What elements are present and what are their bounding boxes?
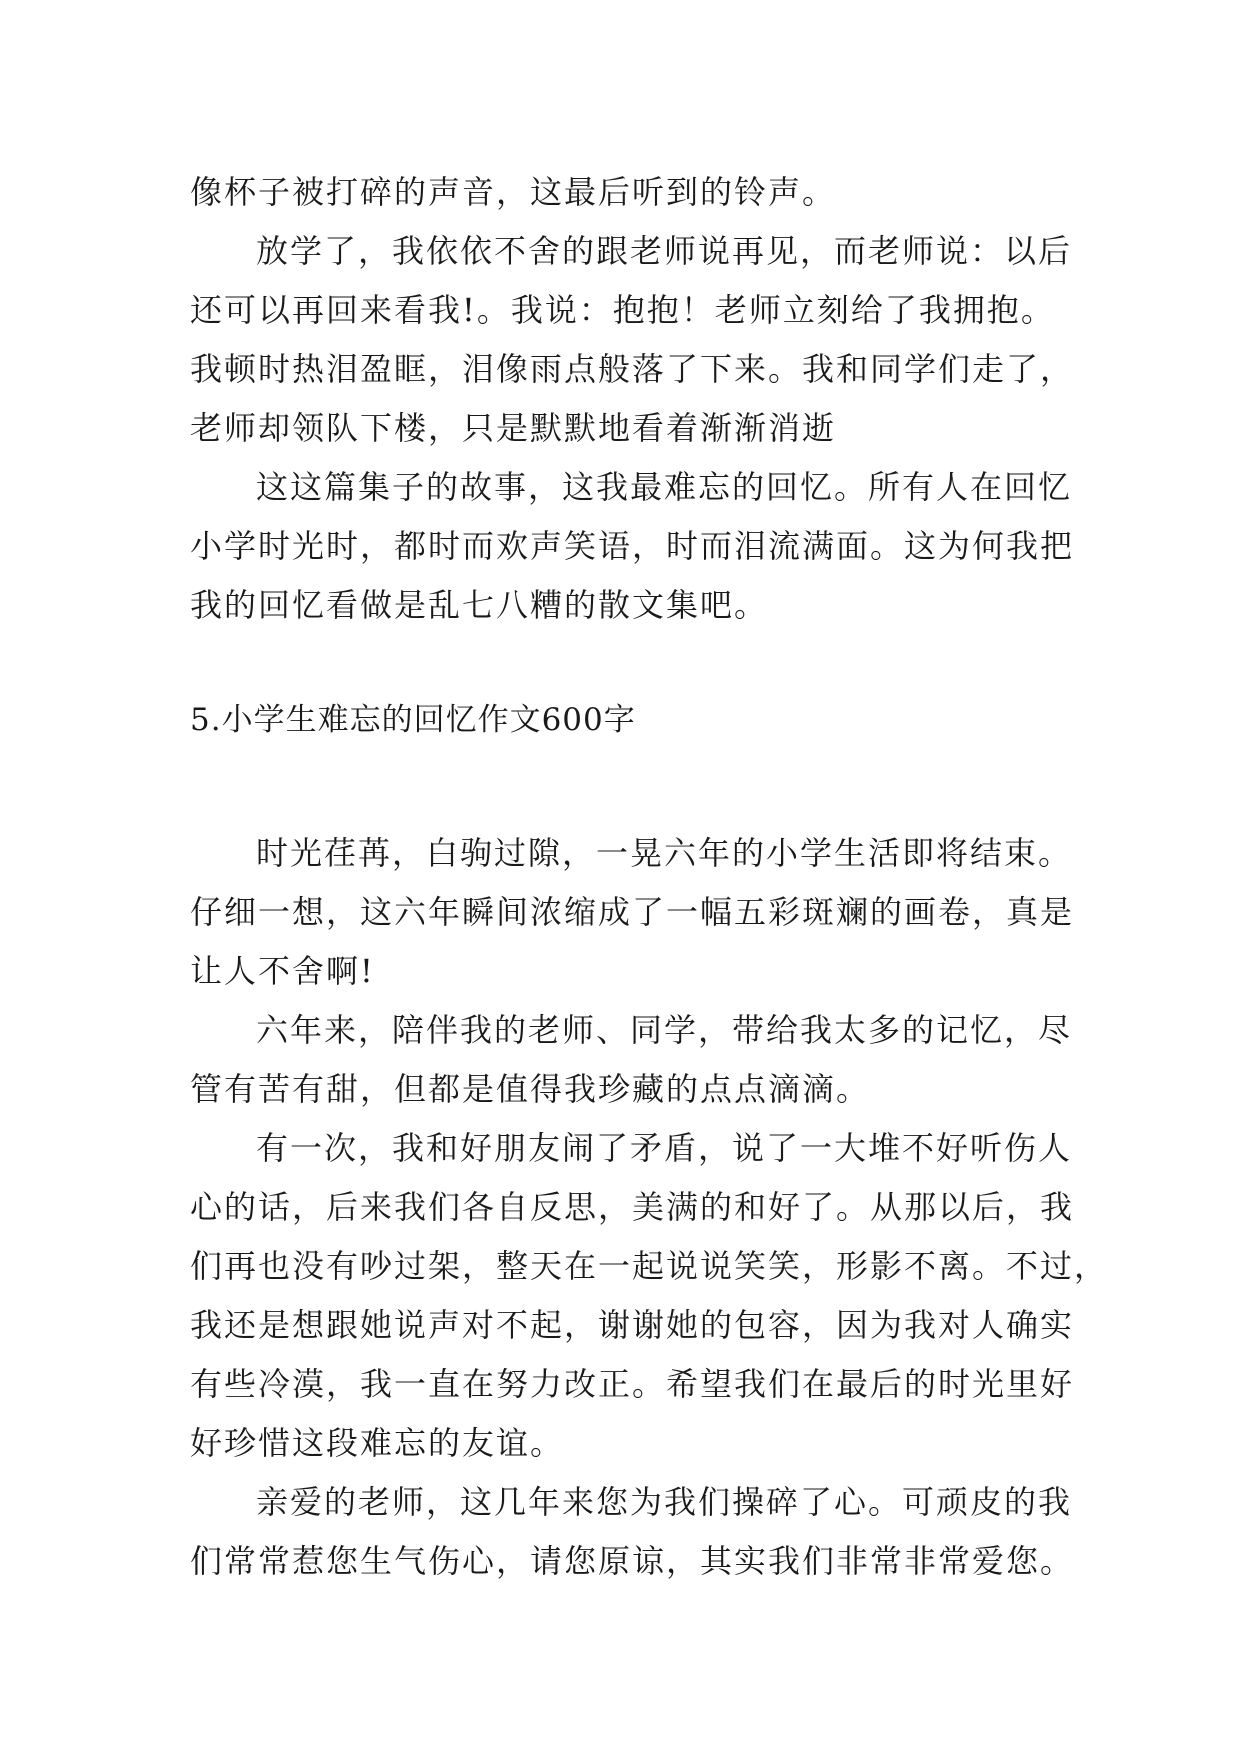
text-line: 们再也没有吵过架，整天在一起说说笑笑，形影不离。不过， (190, 1247, 1109, 1285)
text-line: 我还是想跟她说声对不起，谢谢她的包容，因为我对人确实 (190, 1306, 1075, 1344)
paragraph-continuation (190, 163, 1058, 222)
text-line: 有一次，我和好朋友闹了矛盾，说了一大堆不好听伤人 (256, 1129, 1073, 1167)
text-line: 时光荏苒，白驹过隙，一晃六年的小学生活即将结束。 (256, 834, 1073, 872)
text-line: 老师却领队下楼，只是默默地看着渐渐消逝 (190, 409, 837, 447)
text-line: 还可以再回来看我!。我说：抱抱！老师立刻给了我拥抱。 (190, 291, 1055, 329)
paragraph-friendship (190, 1119, 1109, 1473)
text-line: 像杯子被打碎的声音，这最后听到的铃声。 (190, 173, 837, 211)
text-line: 六年来，陪伴我的老师、同学，带给我太多的记忆，尽 (256, 1011, 1073, 1049)
text-line: 让人不舍啊! (190, 952, 375, 990)
text-line: 心的话，后来我们各自反思，美满的和好了。从那以后，我 (190, 1188, 1075, 1226)
text-line: 管有苦有甜，但都是值得我珍藏的点点滴滴。 (190, 1070, 871, 1108)
text-line: 小学时光时，都时而欢声笑语，时而泪流满面。这为何我把 (190, 527, 1075, 565)
text-line: 我的回忆看做是乱七八糟的散文集吧。 (190, 586, 769, 624)
text-line: 仔细一想，这六年瞬间浓缩成了一幅五彩斑斓的画卷，真是 (190, 893, 1075, 931)
text-line: 好珍惜这段难忘的友谊。 (190, 1424, 565, 1462)
paragraph-teacher (190, 1473, 1075, 1591)
paragraph-memory (190, 458, 1075, 635)
text-line: 放学了，我依依不舍的跟老师说再见，而老师说：以后 (256, 232, 1073, 270)
text-line: 们常常惹您生气伤心，请您原谅，其实我们非常非常爱您。 (190, 1542, 1075, 1580)
paragraph-time-passes (190, 824, 1075, 1001)
text-line: 这这篇集子的故事，这我最难忘的回忆。所有人在回忆 (256, 468, 1073, 506)
paragraph-six-years (190, 1001, 1073, 1119)
document-page (190, 163, 1109, 1591)
spacer (190, 635, 1058, 691)
text-line: 我顿时热泪盈眶，泪像雨点般落了下来。我和同学们走了， (190, 350, 1075, 388)
paragraph-farewell (190, 222, 1075, 458)
text-line: 有些冷漠，我一直在努力改正。希望我们在最后的时光里好 (190, 1365, 1075, 1403)
text-line: 亲爱的老师，这几年来您为我们操碎了心。可顽皮的我 (256, 1483, 1073, 1521)
spacer (190, 750, 1058, 824)
section-heading: 5.小学生难忘的回忆作文600字 (190, 702, 636, 738)
